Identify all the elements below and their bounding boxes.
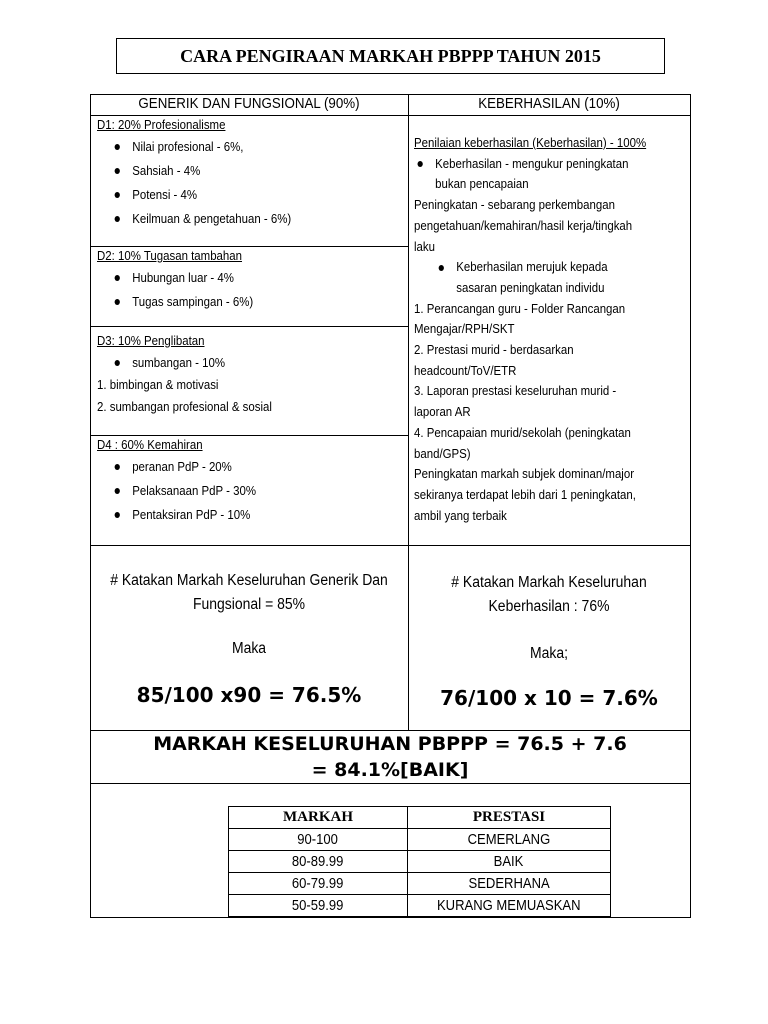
d2-bottom-border (90, 326, 408, 327)
criteria-bottom-border (90, 545, 691, 546)
table-right-border (690, 94, 691, 918)
calc-left-equation: 85/100 x90 = 76.5% (136, 683, 362, 707)
total-result: MARKAH KESELURUHAN PBPPP = 76.5 + 7.6 = 84.1%[BAIK] (153, 733, 627, 781)
list-item: Pelaksanaan PdP - 30% (115, 480, 256, 502)
header-generik: GENERIK DAN FUNGSIONAL (90%) (138, 96, 360, 112)
list-item: Potensi - 4% (115, 184, 292, 206)
bullet-icon (115, 299, 120, 305)
bullet-icon (115, 216, 120, 222)
table-top-border (90, 94, 691, 95)
d2-heading: D2: 10% Tugasan tambahan (97, 248, 243, 263)
column-divider (408, 94, 409, 731)
bullet-icon (115, 512, 120, 518)
section-d1 (97, 114, 291, 230)
page-title: CARA PENGIRAAN MARKAH PBPPP TAHUN 2015 (116, 38, 665, 74)
table-left-border (90, 94, 91, 918)
section-d4 (97, 434, 256, 526)
section-d3 (97, 330, 272, 418)
list-item: 1. bimbingan & motivasi (97, 377, 219, 392)
list-item: Keilmuan & pengetahuan - 6%) (115, 208, 292, 230)
list-item: sumbangan - 10% (115, 352, 272, 374)
table-row: 60-79.99 SEDERHANA (229, 873, 611, 895)
table-row: 80-89.99 BAIK (229, 851, 611, 873)
bullet-icon (115, 144, 120, 150)
col-prestasi: PRESTASI (408, 807, 611, 829)
section-d2 (97, 245, 253, 313)
d4-heading: D4 : 60% Kemahiran (97, 437, 203, 452)
keberhasilan-heading: Penilaian keberhasilan (Keberhasilan) - 100% (414, 135, 647, 150)
table-header-row (229, 807, 611, 829)
table-bottom-border (90, 917, 691, 918)
bullet-icon (115, 168, 120, 174)
grade-table (228, 806, 611, 917)
total-bottom-border (90, 783, 691, 784)
d1-heading: D1: 20% Profesionalisme (97, 117, 226, 132)
bullet-icon (115, 275, 120, 281)
list-item: Keberhasilan - mengukur peningkatan (414, 154, 646, 175)
list-item: Nilai profesional - 6%, (115, 136, 292, 158)
list-item: Pentaksiran PdP - 10% (115, 504, 256, 526)
list-item: Keberhasilan merujuk kepada (414, 257, 646, 278)
list-item: Tugas sampingan - 6%) (115, 291, 254, 313)
calc-left-maka: Maka (231, 640, 267, 657)
bullet-icon (115, 464, 120, 470)
d3-heading: D3: 10% Penglibatan (97, 333, 205, 348)
bullet-icon (418, 161, 423, 167)
keberhasilan-section: Penilaian keberhasilan (Keberhasilan) - 100% Keberhasilan - mengukur peningkatan bukan pencapaian Peningkatan - sebarang perkembangan pengetahuan/kemahiran/hasil kerja/tingkah laku Keberhasilan merujuk kepada sasaran peningkatan individu 1. Perancangan guru - Folder Rancangan Mengajar/RPH/SKT 2. Prestasi murid - berdasarkan headcount/ToV/ETR 3. Laporan prestasi keseluruhan murid - laporan AR 4. Pencapaian murid/sekolah (peningkatan band/GPS) Peningkatan markah subjek dominan/major sekiranya terdapat lebih dari 1 peningkatan, ambil yang terbaik (414, 135, 647, 523)
list-item: Hubungan luar - 4% (115, 267, 254, 289)
list-item: Sahsiah - 4% (115, 160, 292, 182)
calc-right-maka: Maka; (530, 645, 568, 662)
bullet-icon (115, 360, 120, 366)
bullet-icon (115, 192, 120, 198)
list-item: peranan PdP - 20% (115, 456, 256, 478)
list-item: 2. sumbangan profesional & sosial (97, 399, 272, 414)
calc-right-equation: 76/100 x 10 = 7.6% (440, 686, 658, 710)
calc-left-text: # Katakan Markah Keseluruhan Generik Dan Fungsional = 85% (110, 572, 388, 613)
header-keberhasilan: KEBERHASILAN (10%) (478, 96, 620, 112)
table-row: 90-100 CEMERLANG (229, 829, 611, 851)
bullet-icon (115, 488, 120, 494)
col-markah: MARKAH (229, 807, 408, 829)
calc-right-text: # Katakan Markah Keseluruhan Keberhasilan : 76% (451, 574, 647, 615)
bullet-icon (439, 265, 444, 271)
table-row: 50-59.99 KURANG MEMUASKAN (229, 895, 611, 917)
